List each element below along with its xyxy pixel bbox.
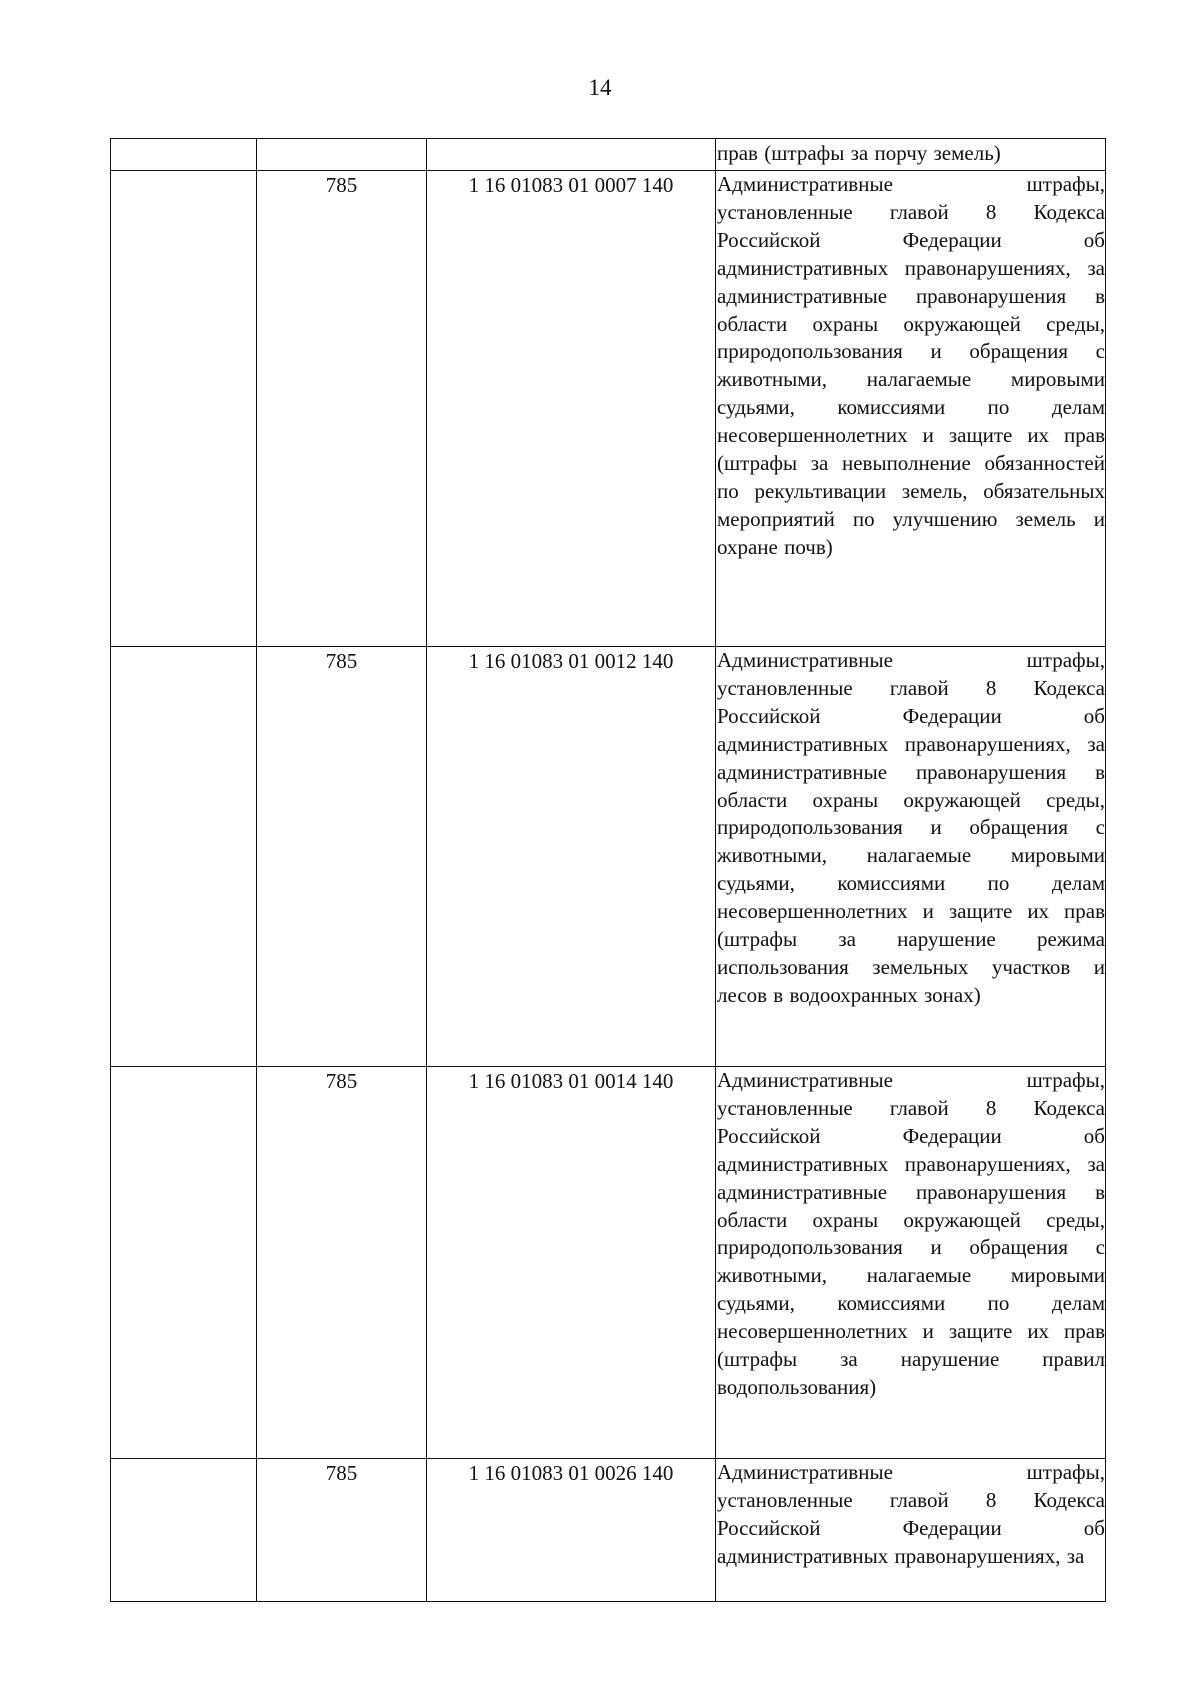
description-cell: прав (штрафы за порчу земель) <box>716 139 1106 171</box>
table-row <box>111 1067 1106 1459</box>
revenue-code-cell: 1 16 01083 01 0014 140 <box>427 1067 716 1459</box>
revenue-code-cell <box>427 139 716 171</box>
revenue-code-cell: 1 16 01083 01 0007 140 <box>427 171 716 647</box>
page-number: 14 <box>588 75 612 100</box>
table-row <box>111 647 1106 1067</box>
revenue-code-cell: 1 16 01083 01 0026 140 <box>427 1459 716 1602</box>
admin-code-cell: 785 <box>257 1459 427 1602</box>
revenue-code-cell: 1 16 01083 01 0012 140 <box>427 647 716 1067</box>
table-cell-empty <box>111 647 257 1067</box>
table-cell-empty <box>111 171 257 647</box>
admin-code-cell: 785 <box>257 647 427 1067</box>
description-cell: Административные штрафы, установленные главой 8 Кодекса Российской Федерации об административных правонарушениях, за административные правонарушения в области охраны окружающей среды, природопользования и обращения с животными, налагаемые мировыми судьями, комиссиями по делам несовершеннолетних и защите их прав (штрафы за нарушение режима использования земельных участков и лесов в водоохранных зонах) <box>716 647 1106 1067</box>
table-row <box>111 1459 1106 1602</box>
table-row <box>111 139 1106 171</box>
budget-codes-table <box>110 138 1106 1602</box>
table-row <box>111 171 1106 647</box>
admin-code-cell: 785 <box>257 171 427 647</box>
table-cell-empty <box>111 1459 257 1602</box>
description-cell: Административные штрафы, установленные главой 8 Кодекса Российской Федерации об административных правонарушениях, за административные правонарушения в области охраны окружающей среды, природопользования и обращения с животными, налагаемые мировыми судьями, комиссиями по делам несовершеннолетних и защите их прав (штрафы за невыполнение обязанностей по рекультивации земель, обязательных мероприятий по улучшению земель и охране почв) <box>716 171 1106 647</box>
table-cell-empty <box>111 139 257 171</box>
description-cell: Административные штрафы, установленные главой 8 Кодекса Российской Федерации об административных правонарушениях, за <box>716 1459 1106 1602</box>
description-cell: Административные штрафы, установленные главой 8 Кодекса Российской Федерации об административных правонарушениях, за административные правонарушения в области охраны окружающей среды, природопользования и обращения с животными, налагаемые мировыми судьями, комиссиями по делам несовершеннолетних и защите их прав (штрафы за нарушение правил водопользования) <box>716 1067 1106 1459</box>
admin-code-cell <box>257 139 427 171</box>
table-cell-empty <box>111 1067 257 1459</box>
admin-code-cell: 785 <box>257 1067 427 1459</box>
